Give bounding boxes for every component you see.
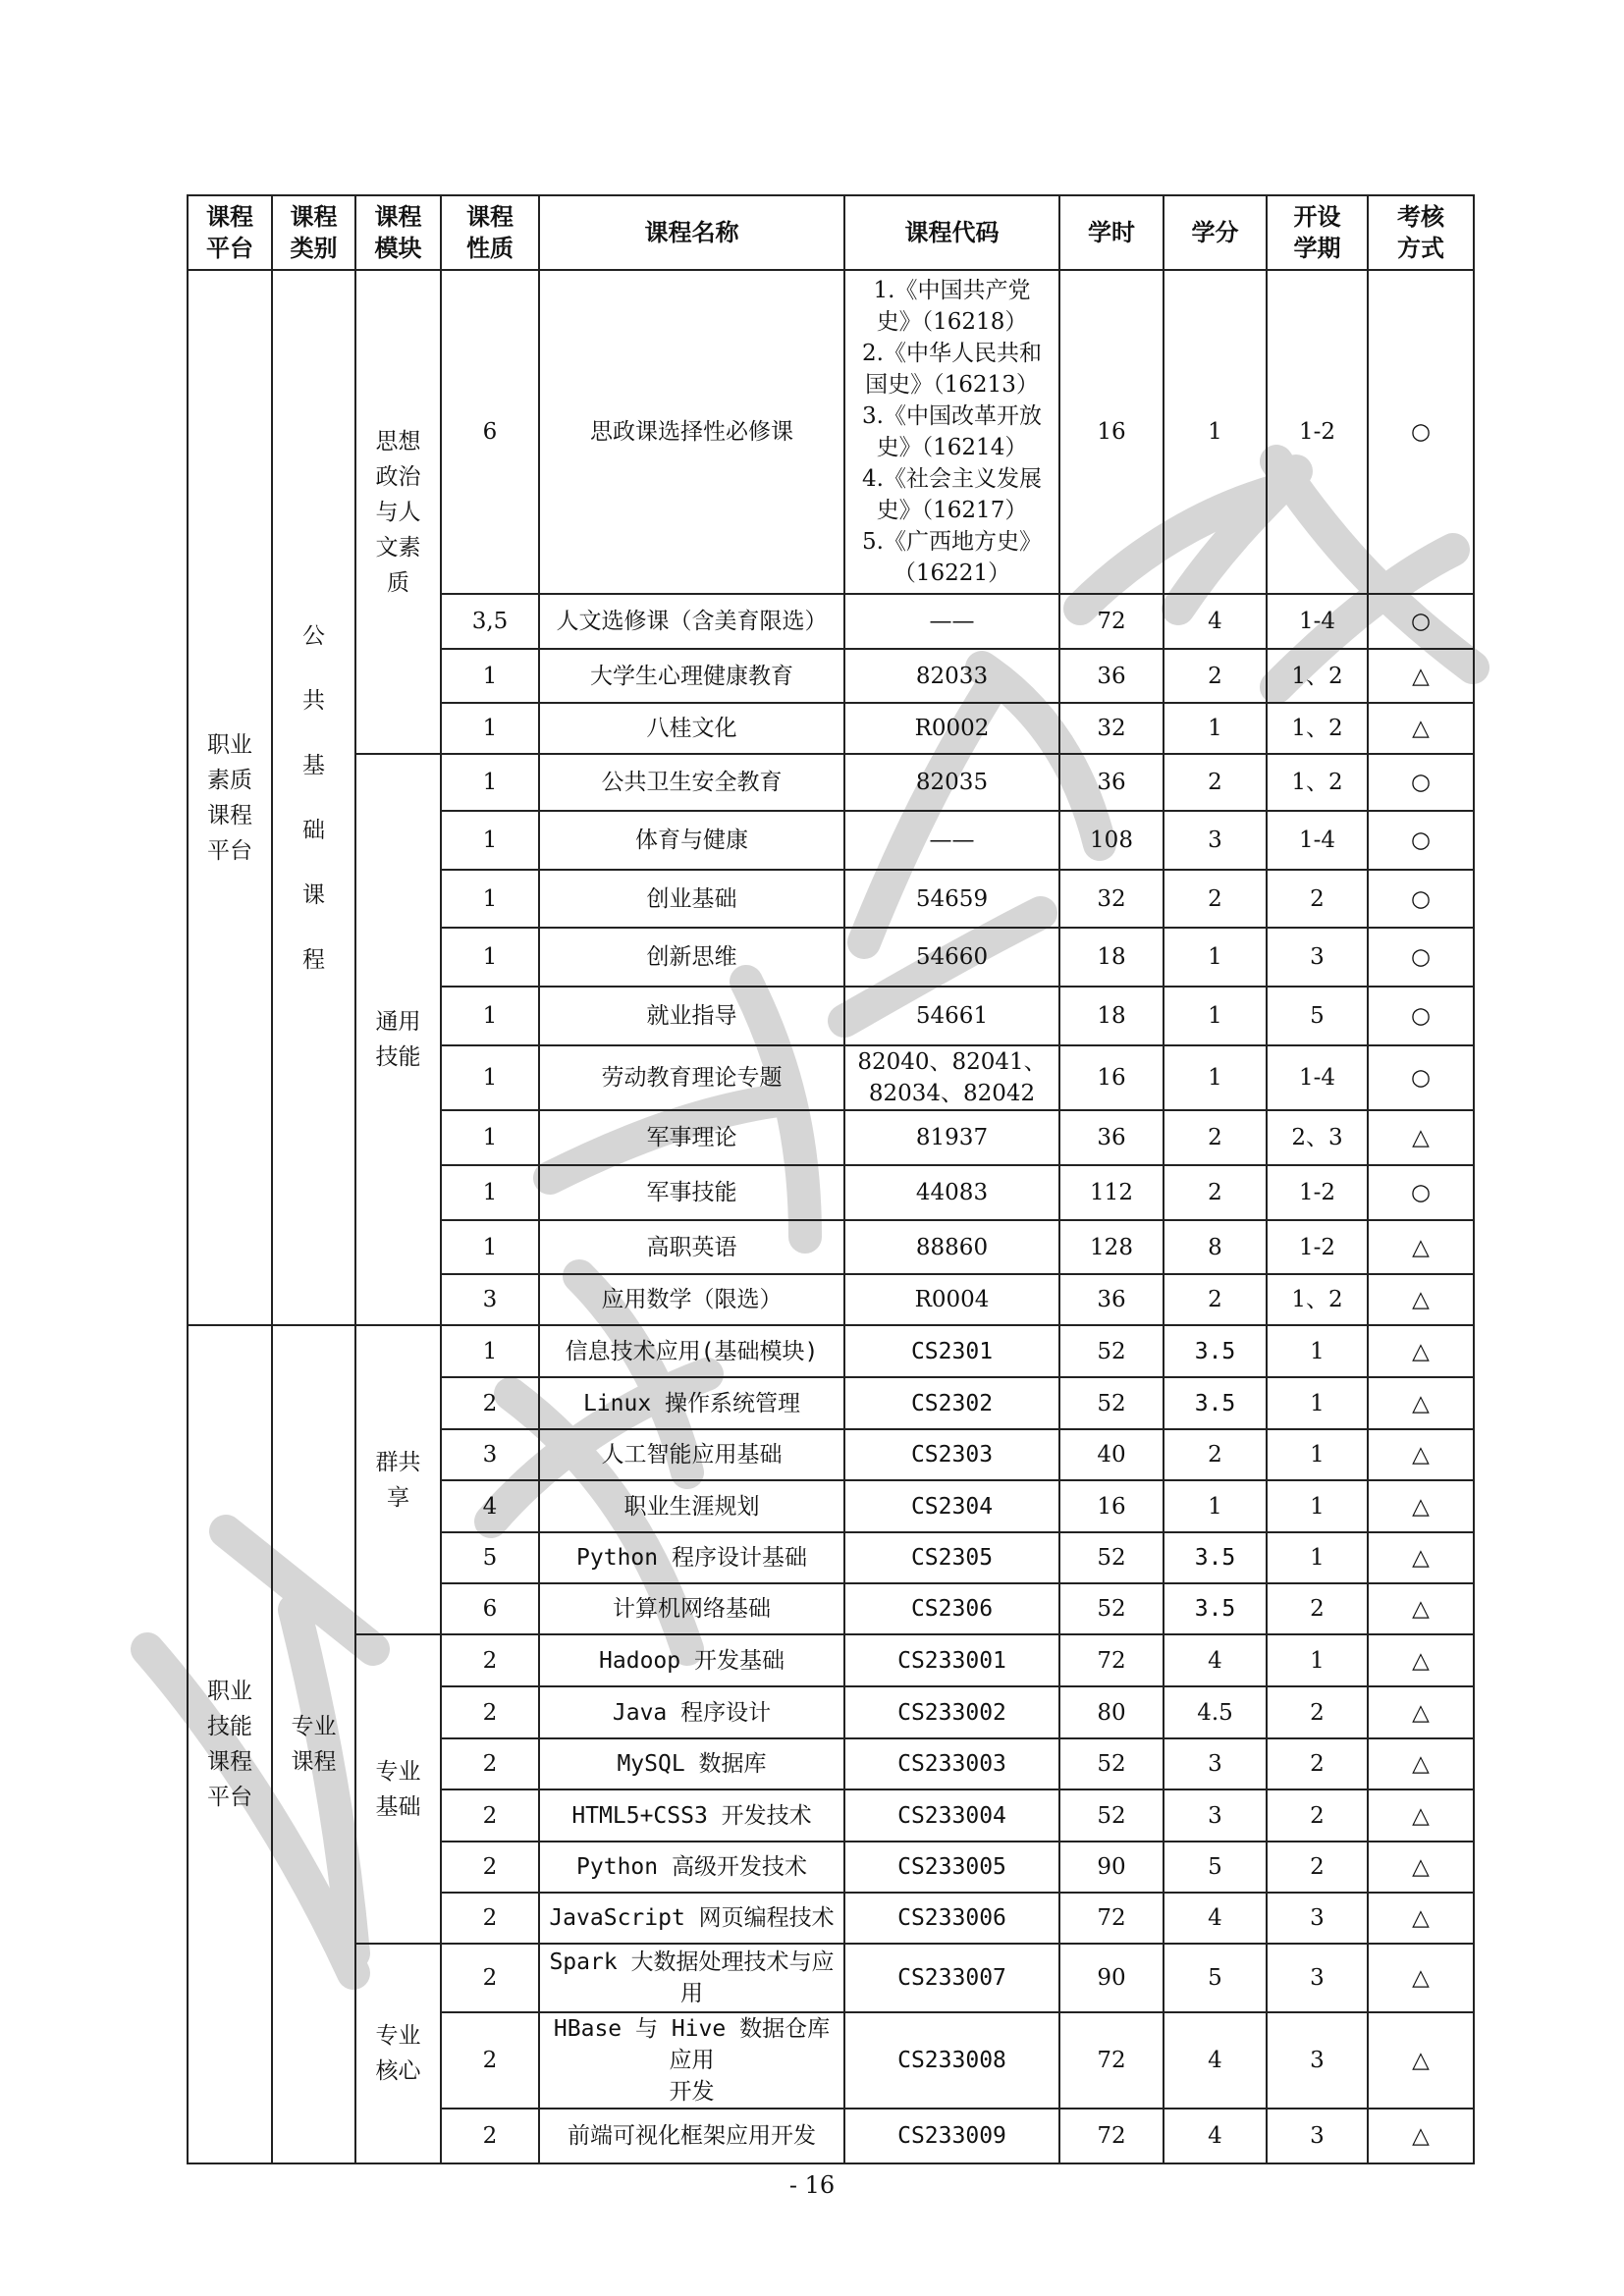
category-cell: 公 共 基 础 课 程 bbox=[272, 270, 355, 1325]
course-code-cell: 82035 bbox=[844, 754, 1059, 811]
nature-cell: 6 bbox=[441, 270, 539, 594]
header-module: 课程 模块 bbox=[355, 195, 441, 270]
course-code-cell: 82033 bbox=[844, 649, 1059, 703]
table-row bbox=[188, 270, 1474, 594]
page-number: - 16 bbox=[788, 2171, 836, 2199]
assessment-cell: ○ bbox=[1368, 1165, 1474, 1220]
header-platform: 课程 平台 bbox=[188, 195, 272, 270]
assessment-cell: △ bbox=[1368, 1274, 1474, 1325]
nature-cell: 6 bbox=[441, 1583, 539, 1634]
nature-cell: 2 bbox=[441, 1738, 539, 1789]
credits-cell: 1 bbox=[1164, 1045, 1267, 1110]
nature-cell: 1 bbox=[441, 649, 539, 703]
nature-cell: 1 bbox=[441, 1165, 539, 1220]
term-cell: 2 bbox=[1267, 1686, 1368, 1738]
hours-cell: 40 bbox=[1059, 1429, 1164, 1480]
course-code-cell: CS233009 bbox=[844, 2109, 1059, 2163]
term-cell: 5 bbox=[1267, 987, 1368, 1045]
credits-cell: 5 bbox=[1164, 1842, 1267, 1893]
course-name-cell: 创业基础 bbox=[539, 870, 844, 928]
term-cell: 1 bbox=[1267, 1634, 1368, 1686]
course-name-cell: Linux 操作系统管理 bbox=[539, 1377, 844, 1429]
course-name-cell: Java 程序设计 bbox=[539, 1686, 844, 1738]
course-name-cell: HBase 与 Hive 数据仓库应用 开发 bbox=[539, 2012, 844, 2109]
assessment-cell: ○ bbox=[1368, 987, 1474, 1045]
course-name-cell: 创新思维 bbox=[539, 928, 844, 987]
course-name-cell: HTML5+CSS3 开发技术 bbox=[539, 1789, 844, 1842]
term-cell: 1、2 bbox=[1267, 649, 1368, 703]
assessment-cell: △ bbox=[1368, 1686, 1474, 1738]
course-code-cell: CS233005 bbox=[844, 1842, 1059, 1893]
term-cell: 1 bbox=[1267, 1429, 1368, 1480]
term-cell: 1 bbox=[1267, 1325, 1368, 1377]
nature-cell: 1 bbox=[441, 1110, 539, 1165]
hours-cell: 72 bbox=[1059, 2109, 1164, 2163]
nature-cell: 3 bbox=[441, 1429, 539, 1480]
hours-cell: 16 bbox=[1059, 270, 1164, 594]
assessment-cell: ○ bbox=[1368, 270, 1474, 594]
assessment-cell: ○ bbox=[1368, 928, 1474, 987]
course-code-cell: 82040、82041、 82034、82042 bbox=[844, 1045, 1059, 1110]
nature-cell: 2 bbox=[441, 1634, 539, 1686]
credits-cell: 3 bbox=[1164, 1738, 1267, 1789]
module-cell: 专业 核心 bbox=[355, 1944, 441, 2163]
credits-cell: 4 bbox=[1164, 1634, 1267, 1686]
term-cell: 1-4 bbox=[1267, 1045, 1368, 1110]
assessment-cell: ○ bbox=[1368, 1045, 1474, 1110]
term-cell: 1-2 bbox=[1267, 270, 1368, 594]
module-cell: 群共 享 bbox=[355, 1325, 441, 1634]
table-row bbox=[188, 1944, 1474, 2012]
course-code-cell: CS2302 bbox=[844, 1377, 1059, 1429]
course-code-cell: R0002 bbox=[844, 703, 1059, 754]
platform-cell: 职业 技能 课程 平台 bbox=[188, 1325, 272, 2163]
assessment-cell: △ bbox=[1368, 1377, 1474, 1429]
credits-cell: 5 bbox=[1164, 1944, 1267, 2012]
hours-cell: 18 bbox=[1059, 928, 1164, 987]
nature-cell: 2 bbox=[441, 1686, 539, 1738]
module-cell: 通用 技能 bbox=[355, 754, 441, 1325]
term-cell: 1、2 bbox=[1267, 703, 1368, 754]
course-name-cell: 人工智能应用基础 bbox=[539, 1429, 844, 1480]
hours-cell: 52 bbox=[1059, 1738, 1164, 1789]
credits-cell: 3.5 bbox=[1164, 1583, 1267, 1634]
hours-cell: 32 bbox=[1059, 870, 1164, 928]
nature-cell: 2 bbox=[441, 1944, 539, 2012]
hours-cell: 32 bbox=[1059, 703, 1164, 754]
course-name-cell: 前端可视化框架应用开发 bbox=[539, 2109, 844, 2163]
hours-cell: 52 bbox=[1059, 1532, 1164, 1583]
nature-cell: 2 bbox=[441, 2109, 539, 2163]
hours-cell: 108 bbox=[1059, 811, 1164, 870]
assessment-cell: △ bbox=[1368, 1944, 1474, 2012]
assessment-cell: △ bbox=[1368, 1634, 1474, 1686]
credits-cell: 1 bbox=[1164, 987, 1267, 1045]
course-code-cell: CS233007 bbox=[844, 1944, 1059, 2012]
header-course-name: 课程名称 bbox=[539, 195, 844, 270]
credits-cell: 4 bbox=[1164, 594, 1267, 649]
credits-cell: 1 bbox=[1164, 1480, 1267, 1532]
header-credits: 学分 bbox=[1164, 195, 1267, 270]
assessment-cell: △ bbox=[1368, 1429, 1474, 1480]
credits-cell: 3 bbox=[1164, 811, 1267, 870]
assessment-cell: ○ bbox=[1368, 754, 1474, 811]
course-code-cell: 54659 bbox=[844, 870, 1059, 928]
hours-cell: 36 bbox=[1059, 1110, 1164, 1165]
credits-cell: 2 bbox=[1164, 1429, 1267, 1480]
credits-cell: 2 bbox=[1164, 1165, 1267, 1220]
hours-cell: 52 bbox=[1059, 1377, 1164, 1429]
course-code-cell: —— bbox=[844, 811, 1059, 870]
course-code-cell: CS2303 bbox=[844, 1429, 1059, 1480]
credits-cell: 1 bbox=[1164, 703, 1267, 754]
assessment-cell: △ bbox=[1368, 1220, 1474, 1274]
nature-cell: 1 bbox=[441, 1325, 539, 1377]
course-code-cell: CS233001 bbox=[844, 1634, 1059, 1686]
hours-cell: 112 bbox=[1059, 1165, 1164, 1220]
header-category: 课程 类别 bbox=[272, 195, 355, 270]
course-code-cell: CS233003 bbox=[844, 1738, 1059, 1789]
course-name-cell: 公共卫生安全教育 bbox=[539, 754, 844, 811]
assessment-cell: △ bbox=[1368, 703, 1474, 754]
nature-cell: 3,5 bbox=[441, 594, 539, 649]
assessment-cell: △ bbox=[1368, 1738, 1474, 1789]
term-cell: 1-4 bbox=[1267, 594, 1368, 649]
hours-cell: 36 bbox=[1059, 649, 1164, 703]
term-cell: 2 bbox=[1267, 1583, 1368, 1634]
term-cell: 3 bbox=[1267, 1944, 1368, 2012]
term-cell: 3 bbox=[1267, 2109, 1368, 2163]
credits-cell: 1 bbox=[1164, 928, 1267, 987]
term-cell: 1-2 bbox=[1267, 1220, 1368, 1274]
assessment-cell: △ bbox=[1368, 1842, 1474, 1893]
course-name-cell: Python 程序设计基础 bbox=[539, 1532, 844, 1583]
nature-cell: 4 bbox=[441, 1480, 539, 1532]
hours-cell: 52 bbox=[1059, 1789, 1164, 1842]
term-cell: 1 bbox=[1267, 1532, 1368, 1583]
term-cell: 1-2 bbox=[1267, 1165, 1368, 1220]
course-name-cell: 大学生心理健康教育 bbox=[539, 649, 844, 703]
course-code-cell: 88860 bbox=[844, 1220, 1059, 1274]
platform-cell: 职业 素质 课程 平台 bbox=[188, 270, 272, 1325]
course-name-cell: 计算机网络基础 bbox=[539, 1583, 844, 1634]
header-row bbox=[188, 195, 1474, 270]
term-cell: 3 bbox=[1267, 1893, 1368, 1944]
course-name-cell: 八桂文化 bbox=[539, 703, 844, 754]
module-cell: 专业 基础 bbox=[355, 1634, 441, 1944]
course-code-cell: CS2304 bbox=[844, 1480, 1059, 1532]
credits-cell: 3 bbox=[1164, 1789, 1267, 1842]
course-name-cell: 人文选修课（含美育限选） bbox=[539, 594, 844, 649]
nature-cell: 5 bbox=[441, 1532, 539, 1583]
course-table bbox=[187, 194, 1475, 2164]
hours-cell: 128 bbox=[1059, 1220, 1164, 1274]
hours-cell: 36 bbox=[1059, 1274, 1164, 1325]
course-code-cell: 1.《中国共产党 史》（16218） 2.《中华人民共和 国史》（16213） 3.《中国改革开放 史》（16214） 4.《社会主义发展 史》（16217） 5.《广西地方史》 （16221） bbox=[844, 270, 1059, 594]
course-name-cell: 高职英语 bbox=[539, 1220, 844, 1274]
credits-cell: 4.5 bbox=[1164, 1686, 1267, 1738]
course-name-cell: 就业指导 bbox=[539, 987, 844, 1045]
course-name-cell: 职业生涯规划 bbox=[539, 1480, 844, 1532]
nature-cell: 2 bbox=[441, 1377, 539, 1429]
term-cell: 1-4 bbox=[1267, 811, 1368, 870]
course-name-cell: 劳动教育理论专题 bbox=[539, 1045, 844, 1110]
credits-cell: 2 bbox=[1164, 754, 1267, 811]
course-code-cell: —— bbox=[844, 594, 1059, 649]
credits-cell: 2 bbox=[1164, 870, 1267, 928]
nature-cell: 1 bbox=[441, 754, 539, 811]
header-nature: 课程 性质 bbox=[441, 195, 539, 270]
course-name-cell: 信息技术应用(基础模块) bbox=[539, 1325, 844, 1377]
course-code-cell: CS2301 bbox=[844, 1325, 1059, 1377]
credits-cell: 4 bbox=[1164, 1893, 1267, 1944]
hours-cell: 72 bbox=[1059, 1634, 1164, 1686]
term-cell: 2 bbox=[1267, 1789, 1368, 1842]
hours-cell: 72 bbox=[1059, 594, 1164, 649]
course-code-cell: CS233006 bbox=[844, 1893, 1059, 1944]
hours-cell: 16 bbox=[1059, 1480, 1164, 1532]
hours-cell: 72 bbox=[1059, 1893, 1164, 1944]
nature-cell: 1 bbox=[441, 928, 539, 987]
assessment-cell: △ bbox=[1368, 1532, 1474, 1583]
credits-cell: 2 bbox=[1164, 1110, 1267, 1165]
term-cell: 2、3 bbox=[1267, 1110, 1368, 1165]
term-cell: 2 bbox=[1267, 1738, 1368, 1789]
credits-cell: 4 bbox=[1164, 2109, 1267, 2163]
nature-cell: 2 bbox=[441, 1789, 539, 1842]
assessment-cell: △ bbox=[1368, 1110, 1474, 1165]
course-name-cell: MySQL 数据库 bbox=[539, 1738, 844, 1789]
hours-cell: 90 bbox=[1059, 1944, 1164, 2012]
hours-cell: 52 bbox=[1059, 1583, 1164, 1634]
course-name-cell: Python 高级开发技术 bbox=[539, 1842, 844, 1893]
assessment-cell: △ bbox=[1368, 2109, 1474, 2163]
header-hours: 学时 bbox=[1059, 195, 1164, 270]
header-assessment: 考核 方式 bbox=[1368, 195, 1474, 270]
course-code-cell: CS2305 bbox=[844, 1532, 1059, 1583]
nature-cell: 1 bbox=[441, 1045, 539, 1110]
hours-cell: 90 bbox=[1059, 1842, 1164, 1893]
term-cell: 1 bbox=[1267, 1480, 1368, 1532]
hours-cell: 72 bbox=[1059, 2012, 1164, 2109]
course-name-cell: 思政课选择性必修课 bbox=[539, 270, 844, 594]
course-name-cell: JavaScript 网页编程技术 bbox=[539, 1893, 844, 1944]
term-cell: 3 bbox=[1267, 2012, 1368, 2109]
nature-cell: 2 bbox=[441, 1893, 539, 1944]
course-name-cell: 体育与健康 bbox=[539, 811, 844, 870]
nature-cell: 1 bbox=[441, 703, 539, 754]
course-name-cell: Hadoop 开发基础 bbox=[539, 1634, 844, 1686]
credits-cell: 3.5 bbox=[1164, 1377, 1267, 1429]
hours-cell: 52 bbox=[1059, 1325, 1164, 1377]
category-cell: 专业 课程 bbox=[272, 1325, 355, 2163]
term-cell: 1、2 bbox=[1267, 1274, 1368, 1325]
term-cell: 1、2 bbox=[1267, 754, 1368, 811]
table-row bbox=[188, 1325, 1474, 1377]
assessment-cell: △ bbox=[1368, 1893, 1474, 1944]
course-code-cell: 54660 bbox=[844, 928, 1059, 987]
credits-cell: 1 bbox=[1164, 270, 1267, 594]
term-cell: 3 bbox=[1267, 928, 1368, 987]
course-code-cell: CS233002 bbox=[844, 1686, 1059, 1738]
module-cell: 思想 政治 与人 文素 质 bbox=[355, 270, 441, 754]
assessment-cell: △ bbox=[1368, 2012, 1474, 2109]
course-name-cell: Spark 大数据处理技术与应 用 bbox=[539, 1944, 844, 2012]
assessment-cell: △ bbox=[1368, 1583, 1474, 1634]
assessment-cell: ○ bbox=[1368, 811, 1474, 870]
course-code-cell: CS233008 bbox=[844, 2012, 1059, 2109]
hours-cell: 16 bbox=[1059, 1045, 1164, 1110]
term-cell: 2 bbox=[1267, 870, 1368, 928]
course-code-cell: R0004 bbox=[844, 1274, 1059, 1325]
course-code-cell: 81937 bbox=[844, 1110, 1059, 1165]
hours-cell: 80 bbox=[1059, 1686, 1164, 1738]
header-course-code: 课程代码 bbox=[844, 195, 1059, 270]
term-cell: 1 bbox=[1267, 1377, 1368, 1429]
course-code-cell: 44083 bbox=[844, 1165, 1059, 1220]
nature-cell: 1 bbox=[441, 870, 539, 928]
credits-cell: 2 bbox=[1164, 1274, 1267, 1325]
header-term: 开设 学期 bbox=[1267, 195, 1368, 270]
credits-cell: 2 bbox=[1164, 649, 1267, 703]
nature-cell: 1 bbox=[441, 811, 539, 870]
course-code-cell: CS2306 bbox=[844, 1583, 1059, 1634]
course-name-cell: 军事理论 bbox=[539, 1110, 844, 1165]
credits-cell: 8 bbox=[1164, 1220, 1267, 1274]
course-name-cell: 军事技能 bbox=[539, 1165, 844, 1220]
nature-cell: 2 bbox=[441, 2012, 539, 2109]
assessment-cell: ○ bbox=[1368, 594, 1474, 649]
nature-cell: 1 bbox=[441, 987, 539, 1045]
nature-cell: 3 bbox=[441, 1274, 539, 1325]
assessment-cell: △ bbox=[1368, 1789, 1474, 1842]
nature-cell: 1 bbox=[441, 1220, 539, 1274]
course-name-cell: 应用数学（限选） bbox=[539, 1274, 844, 1325]
nature-cell: 2 bbox=[441, 1842, 539, 1893]
term-cell: 2 bbox=[1267, 1842, 1368, 1893]
credits-cell: 3.5 bbox=[1164, 1532, 1267, 1583]
assessment-cell: △ bbox=[1368, 649, 1474, 703]
table-row bbox=[188, 754, 1474, 811]
hours-cell: 18 bbox=[1059, 987, 1164, 1045]
course-code-cell: CS233004 bbox=[844, 1789, 1059, 1842]
hours-cell: 36 bbox=[1059, 754, 1164, 811]
assessment-cell: △ bbox=[1368, 1325, 1474, 1377]
credits-cell: 4 bbox=[1164, 2012, 1267, 2109]
assessment-cell: △ bbox=[1368, 1480, 1474, 1532]
assessment-cell: ○ bbox=[1368, 870, 1474, 928]
course-code-cell: 54661 bbox=[844, 987, 1059, 1045]
credits-cell: 3.5 bbox=[1164, 1325, 1267, 1377]
table-row bbox=[188, 1634, 1474, 1686]
